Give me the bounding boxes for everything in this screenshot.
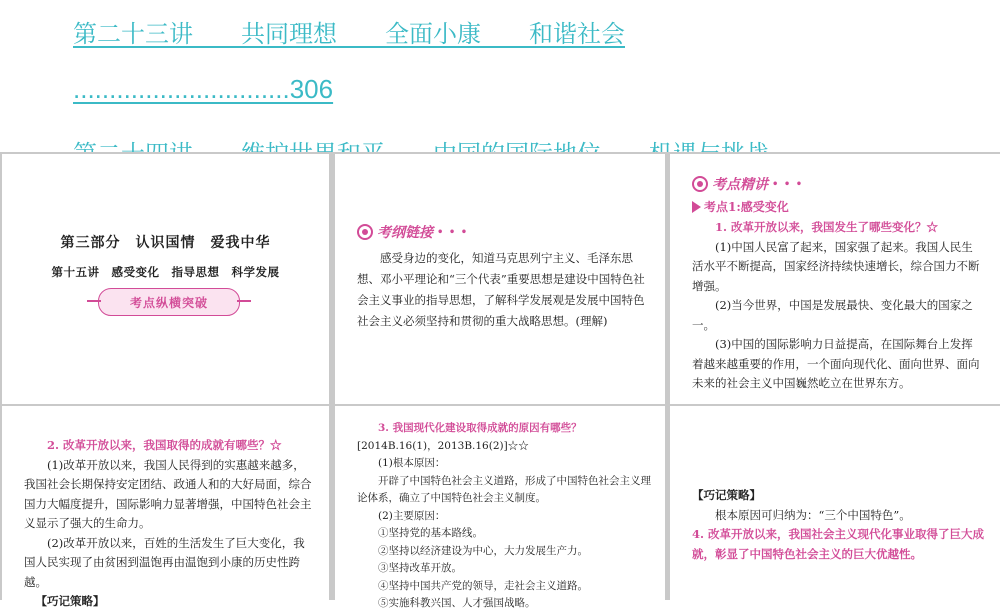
question-1: 1. 改革开放以来，我国发生了哪些变化？☆ — [715, 220, 939, 234]
spiral-icon — [692, 176, 708, 192]
syllabus-text: 感受身边的变化，知道马克思列宁主义、毛泽东思想、邓小平理论和“三个代表”重要思想是建设中国特色社会主义事业的指导思想，了解科学发展观是发展中国特色社会主义必须坚持和贯彻的重大战略思想。(理解) — [357, 251, 645, 328]
key-points-tag-label: 考点精讲 — [712, 177, 768, 193]
reason-heading-2: (2)主要原因： — [378, 509, 446, 522]
slide-thumbnail-5[interactable] — [335, 406, 665, 609]
syllabus-tag-label: 考纲链接 — [377, 225, 433, 241]
triangle-arrow-icon — [692, 201, 701, 213]
spiral-icon — [357, 224, 373, 240]
section-banner — [98, 288, 240, 316]
dots-icon: • • • — [772, 178, 804, 190]
syllabus-tag — [357, 222, 468, 242]
answer-1-2: (2)当今世界，中国是发展最快、变化最大的国家之一。 — [692, 298, 973, 332]
toc-link-lecture-23[interactable]: 第二十三讲 共同理想 全面小康 和谐社会 — [73, 20, 625, 48]
lecture-title: 第十五讲 感受变化 指导思想 科学发展 — [51, 265, 280, 279]
question-4: 4. 改革开放以来，我国社会主义现代化事业取得了巨大成就，彰显了中国特色社会主义的巨大优越性。 — [692, 527, 985, 561]
slide-thumbnail-6[interactable] — [670, 406, 1000, 600]
key-points-tag — [692, 174, 803, 194]
part-title: 第三部分 认识国情 爱我中华 — [60, 235, 271, 251]
slide-thumbnail-4[interactable] — [2, 406, 329, 608]
banner-label: 考点纵横突破 — [129, 295, 208, 310]
memory-tips-heading: 【巧记策略】 — [35, 594, 105, 608]
slide-thumbnail-1[interactable] — [2, 154, 329, 404]
table-of-contents — [0, 0, 1000, 150]
exam-reference: [2014B.16(1)，2013B.16(2)]☆☆ — [357, 439, 529, 452]
reason-heading-1: (1)根本原因： — [378, 457, 446, 469]
slide-body — [692, 486, 987, 564]
dots-icon: • • • — [437, 226, 469, 238]
reason-item-4: ④坚持中国共产党的领导，走社会主义道路。 — [378, 579, 588, 592]
key-point-label: 考点1:感受变化 — [704, 200, 789, 214]
answer-2-1: (1)改革开放以来，我国人民得到的实惠越来越多，我国社会长期保持安定团结、政通人和的大好局面，综合国力大幅度提升，国际影响力显著增强，中国特色社会主义显示了强大的生命力。 — [24, 457, 312, 530]
question-3: 3. 我国现代化建设取得成就的原因有哪些？ — [378, 422, 582, 434]
reason-item-1: ①坚持党的基本路线。 — [378, 527, 483, 539]
answer-1-3: (3)中国的国际影响力日益提高，在国际舞台上发挥着越来越重要的作用，一个面向现代化、面向世界、面向未来的社会主义中国巍然屹立在世界东方。 — [692, 337, 980, 390]
answer-2-2: (2)改革开放以来，百姓的生活发生了巨大变化，我国人民实现了由贫困到温饱再由温饱到小康的历史性跨越。 — [24, 535, 305, 589]
reason-item-3: ③坚持改革开放。 — [378, 562, 462, 574]
slide-body — [357, 420, 652, 613]
key-point-heading — [692, 198, 789, 215]
slide-thumbnail-grid — [0, 152, 1000, 609]
reason-item-2: ②坚持以经济建设为中心，大力发展生产力。 — [378, 544, 588, 557]
toc-page-number[interactable]: ..............................306 — [73, 74, 334, 104]
slide-body — [24, 436, 314, 612]
memory-tips-heading: 【巧记策略】 — [692, 488, 761, 502]
reason-item-5: ⑤实施科教兴国、人才强国战略。 — [378, 597, 536, 609]
question-2: 2. 改革开放以来，我国取得的成就有哪些？☆ — [47, 438, 282, 452]
slide-thumbnail-3[interactable] — [670, 154, 1000, 404]
answer-1-1: (1)中国人民富了起来，国家强了起来。我国人民生活水平不断提高，国家经济持续快速增长，综合国力不断增强。 — [692, 239, 980, 293]
reason-text-1: 开辟了中国特色社会主义道路，形成了中国特色社会主义理论体系，确立了中国特色社会主义制度。 — [357, 474, 651, 504]
slide-thumbnail-2[interactable] — [335, 154, 665, 404]
memory-tips-text: 根本原因可归纳为：“三个中国特色”。 — [715, 507, 911, 522]
slide-body — [692, 218, 982, 394]
